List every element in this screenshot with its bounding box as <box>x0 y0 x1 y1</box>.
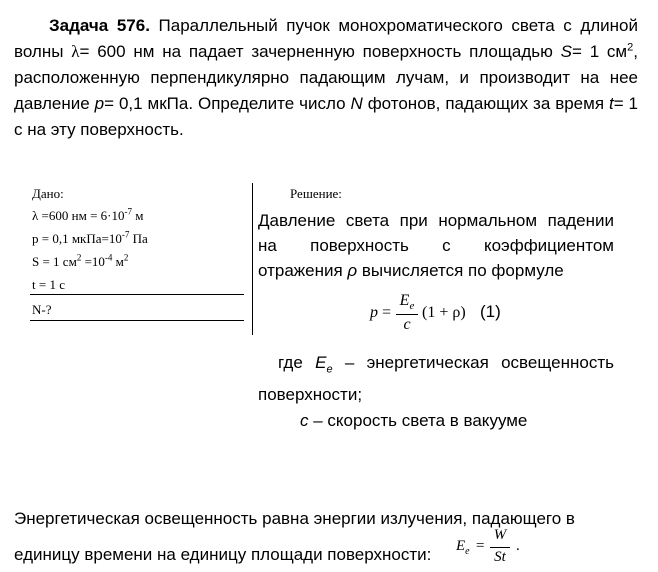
solution-text: – энергетическая освещенность поверхности; <box>258 353 614 405</box>
problem-text: = 1 с на эту поверхность. <box>14 94 638 139</box>
formula-denominator: St <box>494 549 506 565</box>
irradiance-symbol: E <box>315 353 327 372</box>
formula-symbol: p <box>370 304 378 321</box>
given-find: N-? <box>32 302 52 317</box>
solution-text: отражения <box>258 261 348 280</box>
bottom-paragraph <box>14 505 644 569</box>
given-area <box>32 250 244 273</box>
equation-number: (1) <box>480 302 501 321</box>
rho-symbol: ρ <box>347 261 358 280</box>
given-text: Па <box>129 231 148 246</box>
formula-numerator <box>396 292 418 312</box>
formula-denominator: c <box>403 316 411 333</box>
superscript: -4 <box>104 252 113 263</box>
fraction-bar <box>490 547 510 548</box>
superscript: 2 <box>123 252 129 263</box>
problem-text: = 600 нм на падает зачерненную поверхность площадью <box>79 42 561 61</box>
problem-text: = 1 см <box>571 42 628 61</box>
solution-text: – скорость света в вакууме <box>308 411 528 430</box>
formula-lhs <box>370 304 391 322</box>
formula-lhs <box>456 538 470 557</box>
given-text: м <box>112 254 124 269</box>
solution-text: вычисляется по формуле <box>357 261 564 280</box>
formula-equals: = <box>378 304 392 321</box>
superscript: 2 <box>627 41 634 54</box>
solution-text: где <box>278 353 316 372</box>
subscript: e <box>465 546 470 557</box>
given-wavelength <box>32 204 244 227</box>
solution-intro <box>258 208 614 283</box>
superscript: -7 <box>121 229 130 240</box>
formula-symbol: E <box>399 292 410 309</box>
area-symbol: S <box>560 42 572 61</box>
lambda-symbol: λ <box>71 42 80 61</box>
bottom-line: Энергетическая освещенность равна энергии излучения, падающего в <box>14 509 575 528</box>
given-divider <box>30 320 244 321</box>
photon-count-symbol: N <box>350 94 363 113</box>
irradiance-formula <box>456 527 536 571</box>
problem-text: Параллельный пучок монохроматического света с длиной волны <box>14 16 639 61</box>
bottom-line: единицу времени на единицу площади поверхности: <box>14 545 432 564</box>
given-block <box>32 184 244 321</box>
given-text: λ =600 нм = 6·10 <box>32 208 125 223</box>
given-divider <box>30 294 244 295</box>
light-speed-symbol: c <box>300 411 309 430</box>
problem-statement <box>14 13 638 143</box>
formula-symbol: E <box>456 538 466 554</box>
given-pressure <box>32 227 244 250</box>
subscript: e <box>326 363 333 376</box>
solution-line: Давление света при нормальном падении <box>258 211 614 230</box>
pressure-symbol: p <box>94 94 105 113</box>
formula-numerator: W <box>493 527 507 543</box>
superscript: -7 <box>124 206 132 217</box>
solution-title: Решение: <box>290 186 342 201</box>
solution-line: на поверхность с коэффициентом <box>258 236 614 255</box>
formula-equals: = <box>476 538 485 554</box>
formula-rhs: (1 + ρ) <box>422 304 466 321</box>
given-time: t = 1 с <box>32 277 65 292</box>
superscript: 2 <box>76 252 82 263</box>
time-symbol: t <box>608 94 614 113</box>
definition-irradiance <box>258 350 614 407</box>
given-title: Дано: <box>32 186 64 201</box>
subscript: e <box>409 300 415 313</box>
definition-speed-of-light <box>300 408 527 433</box>
given-text: p = 0,1 мкПа=10 <box>32 231 122 246</box>
problem-text: , расположенную перпендикулярно падающим лучам, и производит на нее давление <box>14 42 638 113</box>
given-text: м <box>131 208 144 223</box>
fraction-bar <box>396 314 418 315</box>
given-text: =10 <box>81 254 105 269</box>
column-divider <box>252 183 253 335</box>
formula-period: . <box>516 538 520 554</box>
solution-line <box>258 258 614 283</box>
problem-text: = 0,1 мкПа. Определите число <box>104 94 351 113</box>
given-text: S = 1 см <box>32 254 77 269</box>
problem-text: фотонов, падающих за время <box>362 94 609 113</box>
problem-heading: Задача 576. <box>49 16 150 35</box>
